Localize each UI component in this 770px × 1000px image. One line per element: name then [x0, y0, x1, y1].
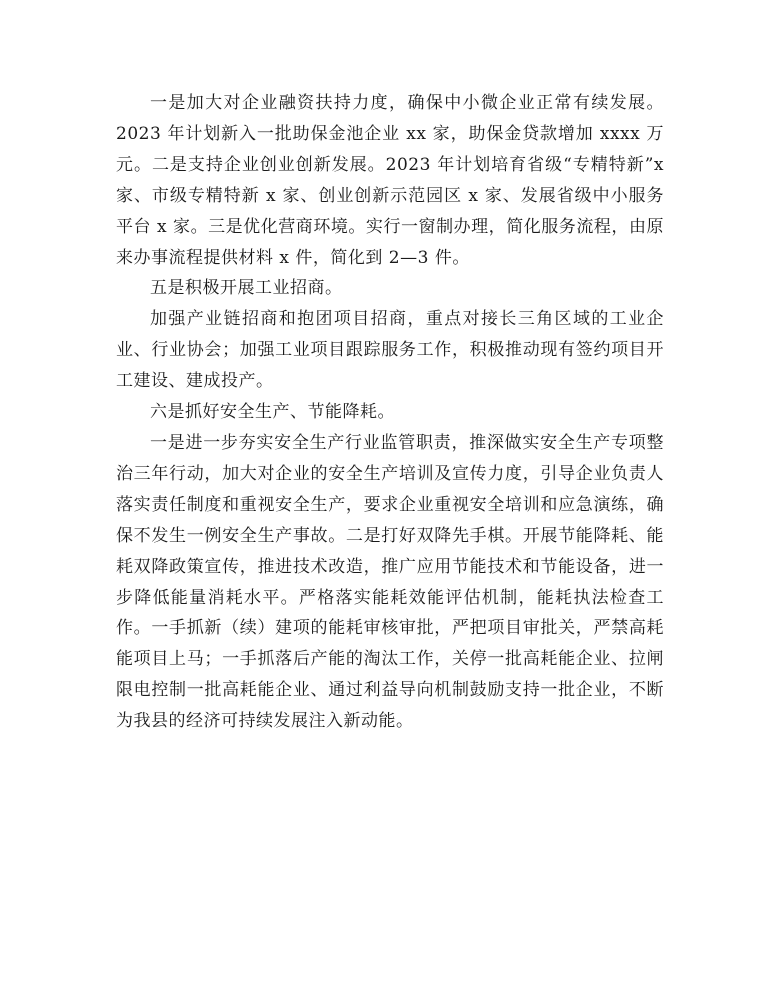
paragraph-heading-investment: 五是积极开展工业招商。: [150, 278, 343, 299]
document-body: [116, 88, 664, 737]
paragraph-heading-safety: 六是抓好安全生产、节能降耗。: [150, 402, 395, 423]
paragraph-safety-detail: 一是进一步夯实安全生产行业监管职责，推深做实安全生产专项整治三年行动，加大对企业的安全生产培训及宣传力度，引导企业负责人落实责任制度和重视安全生产，要求企业重视安全培训和应急演练，确保不发生一例安全生产事故。二是打好双降先手棋。开展节能降耗、能耗双降政策宣传，推进技术改造，推广应用节能技术和节能设备，进一步降低能量消耗水平。严格落实能耗效能评估机制，能耗执法检查工作。一手抓新（续）建项的能耗审核审批，严把项目审批关，严禁高耗能项目上马；一手抓落后产能的淘汰工作，关停一批高耗能企业、拉闸限电控制一批高耗能企业、通过利益导向机制鼓励支持一批企业，不断为我县的经济可持续发展注入新动能。: [116, 432, 664, 732]
paragraph-investment-detail: 加强产业链招商和抱团项目招商，重点对接长三角区域的工业企业、行业协会；加强工业项目跟踪服务工作，积极推动现有签约项目开工建设、建成投产。: [116, 309, 664, 392]
paragraph-financing-support: 一是加大对企业融资扶持力度，确保中小微企业正常有续发展。2023 年计划新入一批助保金池企业 xx 家，助保金贷款增加 xxxx 万元。二是支持企业创业创新发展。2023 年计划培育省级“专精特新”x 家、市级专精特新 x 家、创业创新示范园区 x 家、发展省级中小服务平台 x 家。三是优化营商环境。实行一窗制办理，简化服务流程，由原来办事流程提供材料 x 件，简化到 2—3 件。: [116, 93, 664, 268]
